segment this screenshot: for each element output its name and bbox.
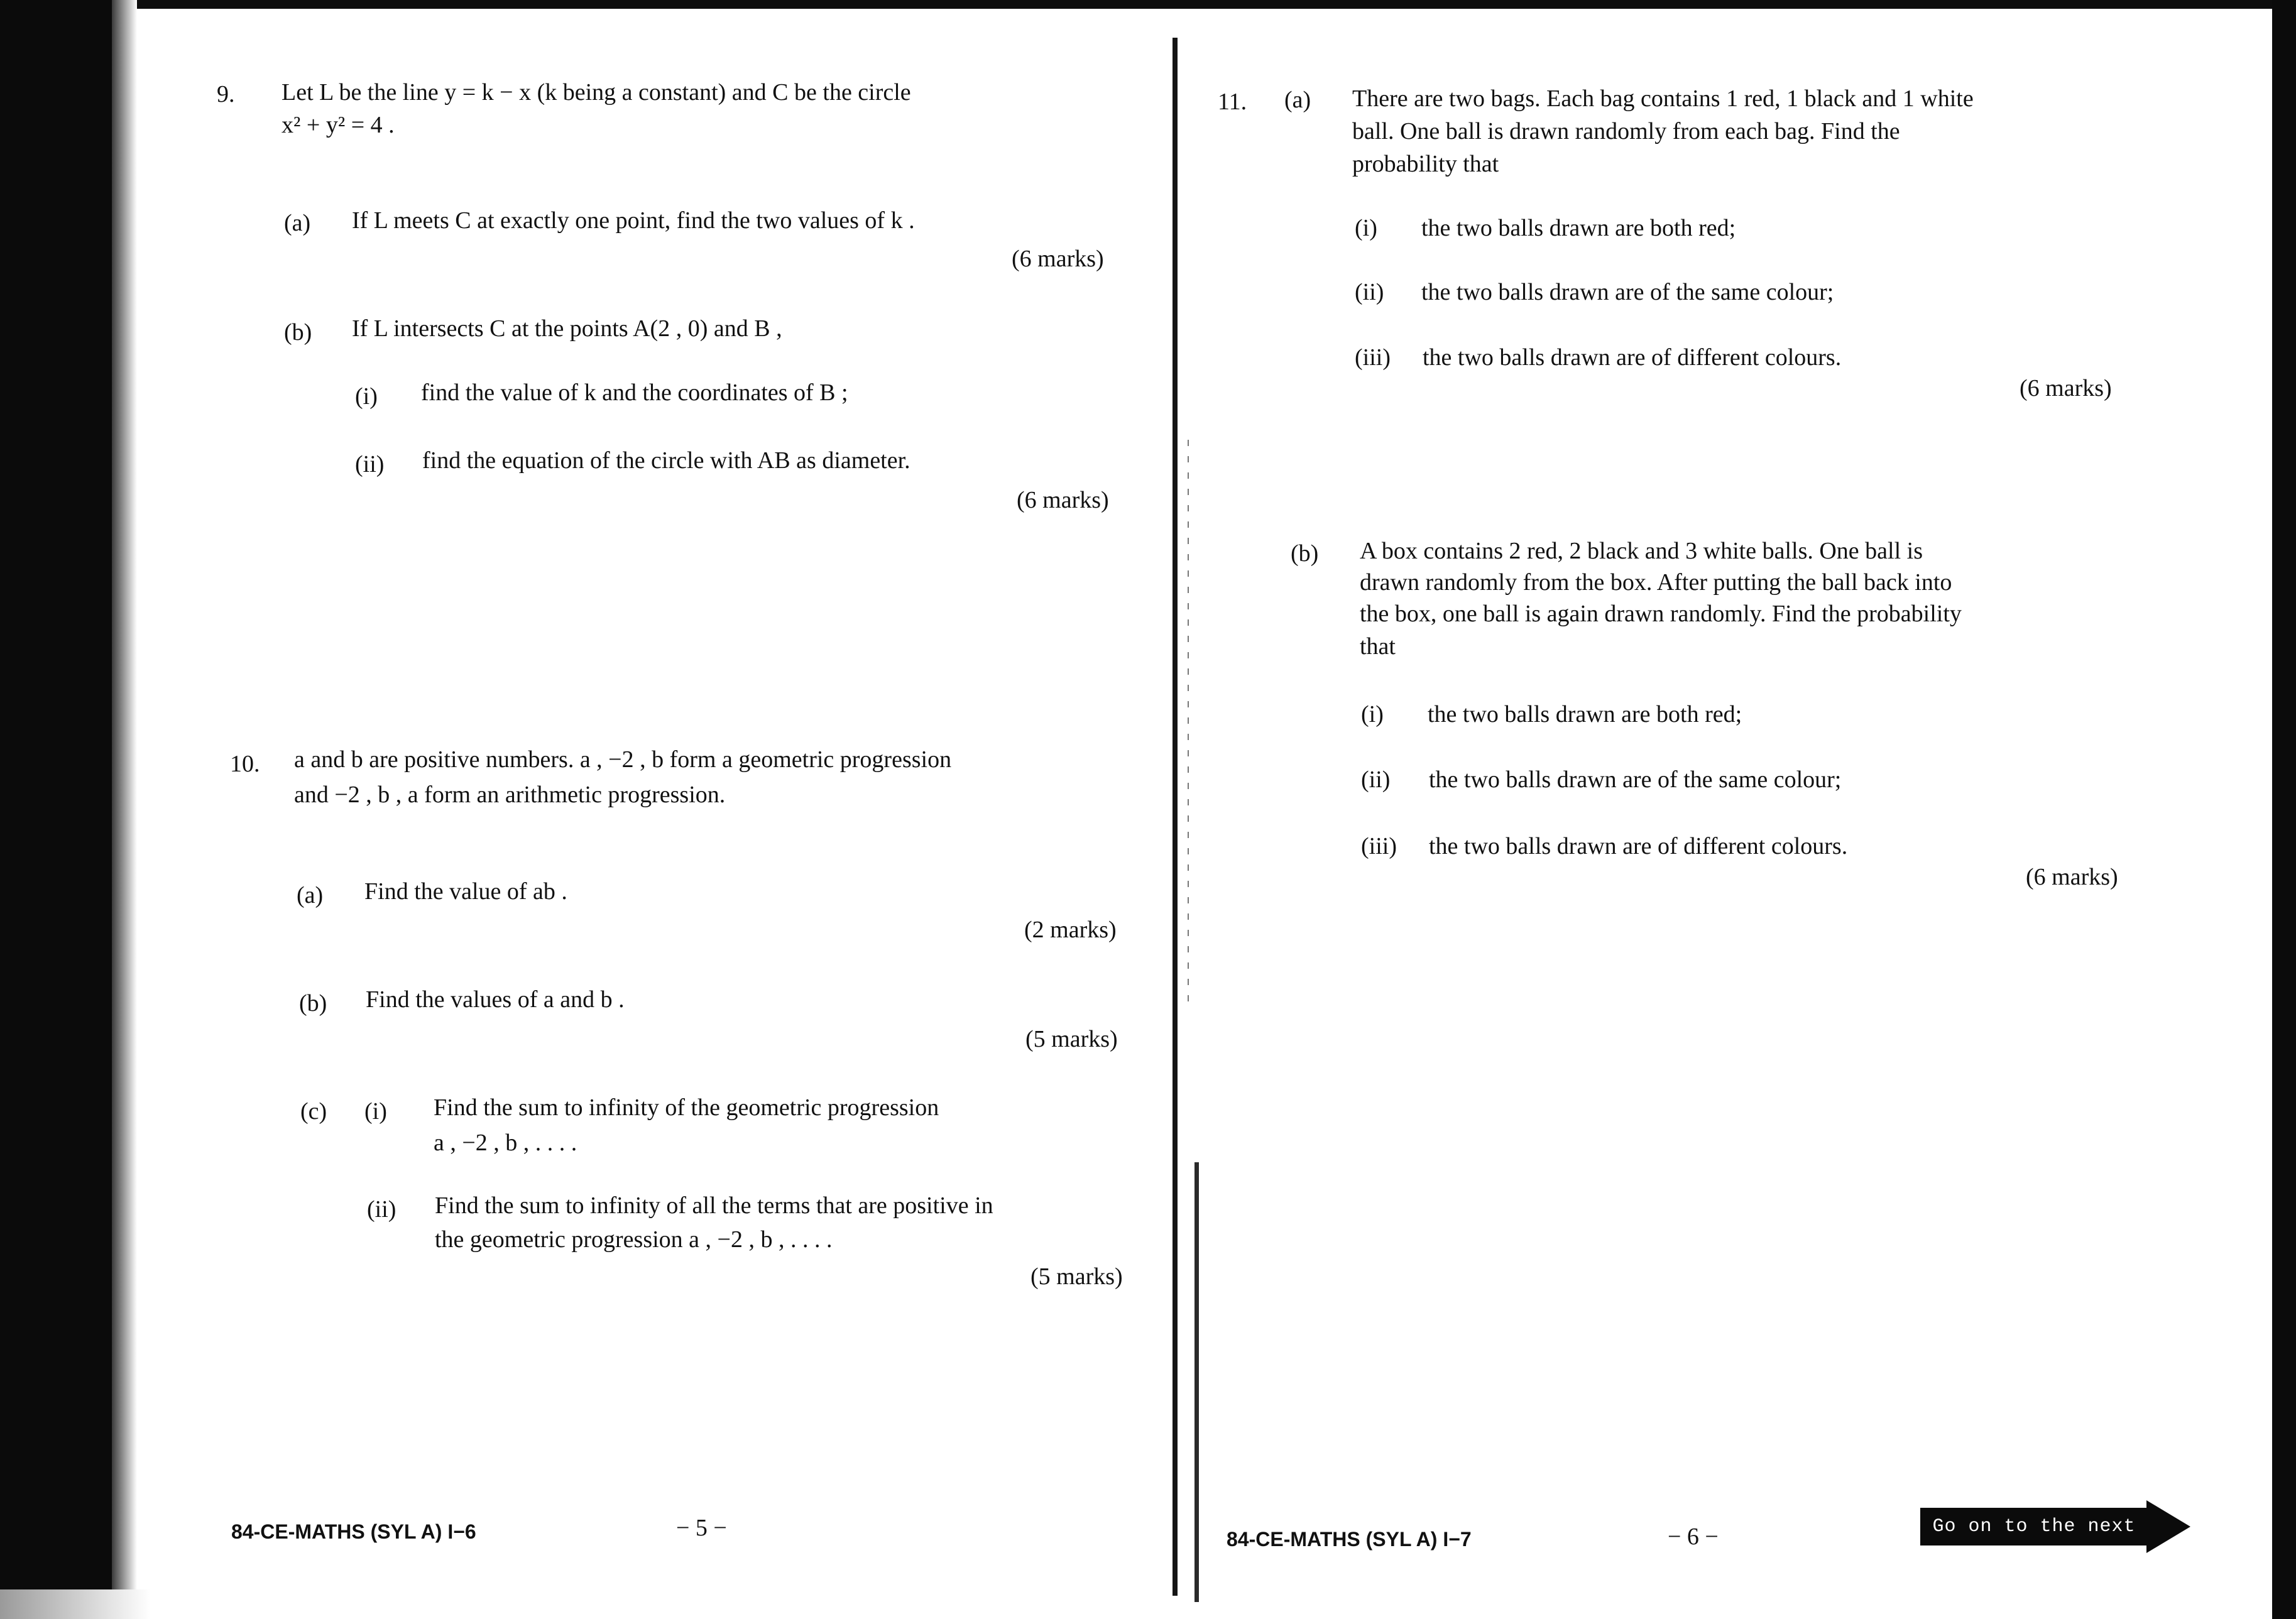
question-stem: and −2 , b , a form an arithmetic progression. [294,782,726,808]
subpart-label: (ii) [355,451,385,477]
part-text: Find the values of a and b . [366,986,625,1013]
subpart-label: (ii) [1355,279,1384,305]
question-stem-equation: x² + y² = 4 . [282,112,395,138]
question-number: 11. [1218,89,1247,115]
subpart-label: (i) [1361,701,1384,728]
subpart-label: (i) [1355,215,1377,241]
subpart-text: the two balls drawn are of the same colour; [1429,766,1842,793]
scan-smudge [0,1589,151,1619]
next-page-arrow [1920,1500,2190,1575]
part-text: If L meets C at exactly one point, find the two values of k . [352,207,915,234]
marks: (5 marks) [1030,1263,1123,1290]
next-page-label: Go on to the next page [1920,1508,2148,1545]
part-label: (a) [284,210,311,236]
subpart-text: find the equation of the circle with AB as diameter. [422,447,910,474]
part-text: probability that [1352,151,1499,177]
subpart-text: the geometric progression a , −2 , b , . . . . [435,1226,833,1253]
arrow-right-icon [2146,1500,2190,1553]
subpart-label: (ii) [367,1196,396,1223]
subpart-text: the two balls drawn are of the same colour; [1421,279,1834,305]
subpart-label: (ii) [1361,766,1391,793]
subpart-label: (i) [355,383,378,410]
part-text: There are two bags. Each bag contains 1 red, 1 black and 1 white [1352,85,1974,112]
footer-paper-code-right: 84-CE-MATHS (SYL A) I−7 [1227,1528,1472,1551]
marks: (6 marks) [2020,375,2112,401]
part-label: (b) [1291,540,1319,567]
part-text: that [1360,633,1396,660]
question-stem: a and b are positive numbers. a , −2 , b form a geometric progression [294,746,952,773]
subpart-label: (iii) [1361,833,1397,859]
part-text: A box contains 2 red, 2 black and 3 white balls. One ball is [1360,538,1923,564]
question-stem: Let L be the line y = k − x (k being a constant) and C be the circle [282,79,911,106]
subpart-text: a , −2 , b , . . . . [434,1130,577,1156]
part-text: the box, one ball is again drawn randomly. Find the probability [1360,601,1962,627]
part-label: (c) [300,1098,327,1125]
subpart-text: the two balls drawn are of different colours. [1429,833,1848,859]
subpart-text: find the value of k and the coordinates of B ; [421,379,848,406]
page-gutter-shadow [1194,1162,1199,1602]
subpart-label: (iii) [1355,344,1391,371]
subpart-text: the two balls drawn are both red; [1428,701,1742,728]
marks: (6 marks) [1012,246,1104,272]
subpart-text: Find the sum to infinity of the geometric progression [434,1094,939,1121]
subpart-text: the two balls drawn are both red; [1421,215,1736,241]
page-gutter [1173,38,1178,1596]
part-label: (a) [297,882,324,908]
marks: (6 marks) [2026,864,2118,890]
subpart-label: (i) [364,1098,387,1125]
scan-border-right [2272,0,2296,1619]
question-number: 10. [230,751,260,777]
footer-paper-code-left: 84-CE-MATHS (SYL A) I−6 [231,1520,476,1543]
part-text: drawn randomly from the box. After putting the ball back into [1360,569,1952,596]
part-text: If L intersects C at the points A(2 , 0) and B , [352,315,782,342]
scan-border-left [0,0,112,1619]
marks: (6 marks) [1017,487,1109,513]
part-label: (a) [1284,87,1311,113]
part-text: ball. One ball is drawn randomly from each bag. Find the [1352,118,1900,144]
question-number: 9. [217,81,235,107]
marks: (5 marks) [1025,1026,1118,1052]
subpart-text: the two balls drawn are of different colours. [1423,344,1842,371]
scan-border-top [0,0,2296,9]
marks: (2 marks) [1024,917,1117,943]
part-label: (b) [284,319,312,346]
part-label: (b) [299,990,327,1017]
scan-shadow-left [112,0,137,1619]
part-text: Find the value of ab . [364,878,567,905]
page-number-right: − 6 − [1668,1524,1719,1550]
page-gutter-dashes [1188,440,1189,1005]
page-number-left: − 5 − [676,1515,727,1541]
subpart-text: Find the sum to infinity of all the terms that are positive in [435,1192,993,1219]
